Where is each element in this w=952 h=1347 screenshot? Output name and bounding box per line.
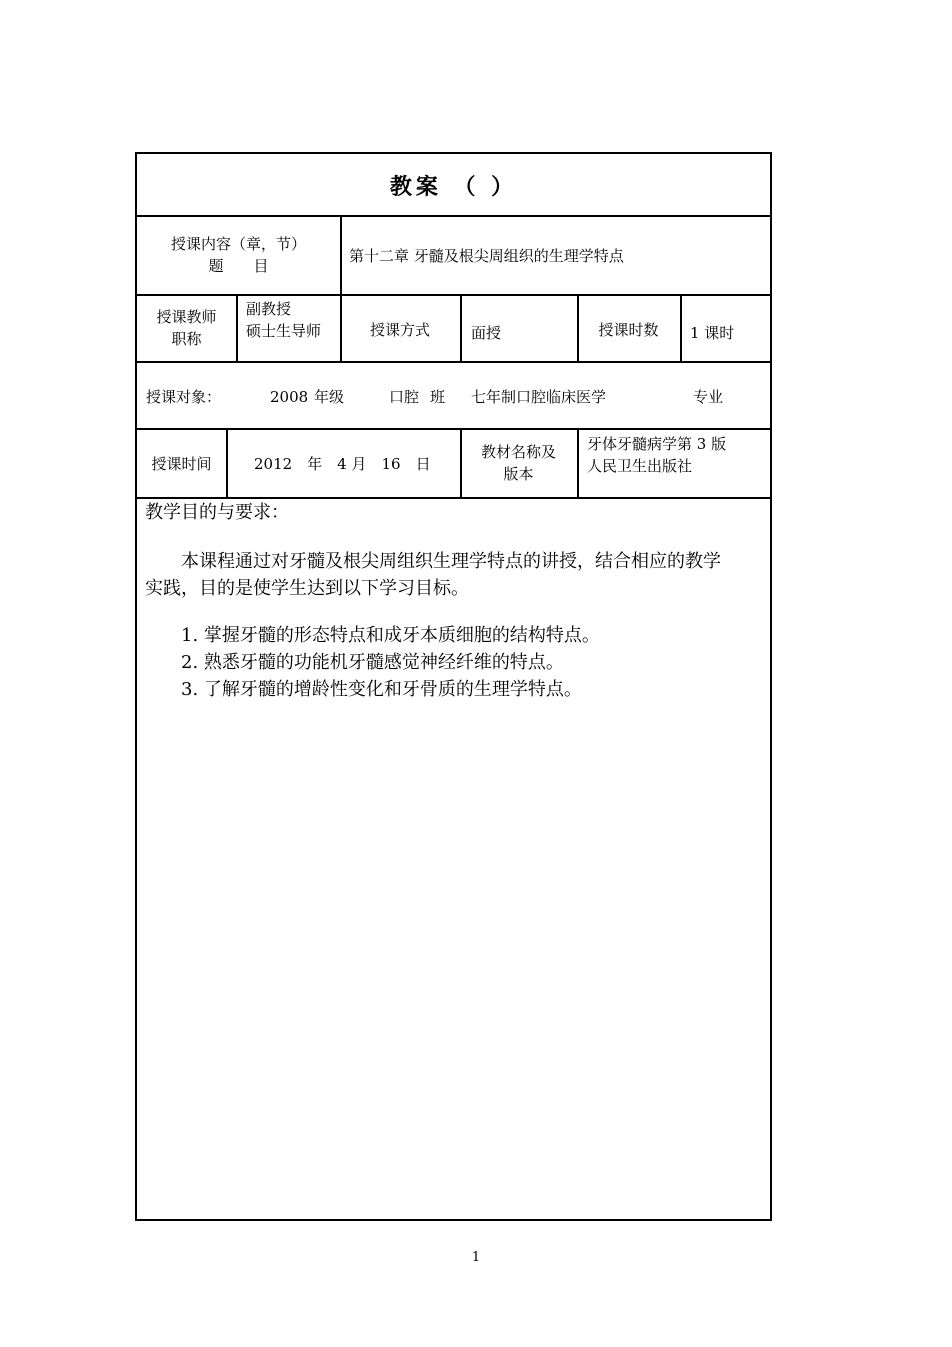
column-divider bbox=[340, 215, 342, 296]
textbook-label bbox=[460, 441, 577, 485]
time-value: 2012 年 4 月 16 日 bbox=[254, 455, 431, 473]
row-divider bbox=[137, 294, 770, 296]
method-value: 面授 bbox=[471, 324, 502, 342]
document-title: 教案 （ ） bbox=[389, 173, 518, 200]
textbook-value bbox=[587, 433, 767, 477]
audience-grade-label: 年级 bbox=[314, 388, 345, 406]
objectives-intro-line1: 本课程通过对牙髓及根尖周组织生理学特点的讲授，结合相应的教学 bbox=[181, 551, 721, 572]
column-divider bbox=[226, 428, 228, 498]
column-divider bbox=[460, 294, 462, 362]
audience-label: 授课对象： bbox=[146, 388, 222, 406]
column-divider bbox=[680, 294, 682, 362]
textbook-label-line2: 版本 bbox=[503, 465, 534, 483]
hours-value: 1 课时 bbox=[690, 324, 735, 342]
row-divider bbox=[137, 361, 770, 363]
row-divider bbox=[137, 215, 770, 217]
teacher-label bbox=[137, 306, 236, 350]
audience-major: 七年制口腔临床医学 bbox=[471, 388, 607, 406]
page-number: 1 bbox=[471, 1250, 481, 1265]
hours-label: 授课时数 bbox=[598, 321, 659, 339]
audience-major-label: 专业 bbox=[693, 388, 724, 406]
textbook-value-line2: 人民卫生出版社 bbox=[587, 457, 693, 475]
objectives-heading: 教学目的与要求： bbox=[145, 502, 289, 523]
teacher-title-line1: 副教授 bbox=[246, 300, 292, 318]
method-label: 授课方式 bbox=[369, 321, 430, 339]
objective-item: 1. 掌握牙髓的形态特点和成牙本质细胞的结构特点。 bbox=[181, 625, 600, 646]
teacher-title bbox=[246, 298, 340, 342]
objective-item: 3. 了解牙髓的增龄性变化和牙骨质的生理学特点。 bbox=[181, 679, 582, 700]
textbook-label-line1: 教材名称及 bbox=[480, 443, 556, 461]
content-label-line1: 授课内容（章，节） bbox=[170, 235, 306, 253]
content-label-line2: 题 目 bbox=[208, 257, 269, 275]
content-value: 第十二章 牙髓及根尖周组织的生理学特点 bbox=[349, 247, 624, 265]
time-label: 授课时间 bbox=[151, 455, 212, 473]
lesson-plan-table bbox=[135, 152, 772, 1221]
teacher-label-line2: 职称 bbox=[171, 330, 202, 348]
objectives-intro-line2: 实践，目的是使学生达到以下学习目标。 bbox=[145, 578, 469, 599]
objective-item: 2. 熟悉牙髓的功能机牙髓感觉神经纤维的特点。 bbox=[181, 652, 564, 673]
audience-class-label: 班 bbox=[430, 388, 446, 406]
content-label bbox=[137, 233, 340, 277]
teacher-label-line1: 授课教师 bbox=[156, 308, 217, 326]
textbook-value-line1: 牙体牙髓病学第 3 版 bbox=[587, 435, 727, 453]
row-divider bbox=[137, 428, 770, 430]
teacher-title-line2: 硕士生导师 bbox=[246, 322, 322, 340]
column-divider bbox=[236, 294, 238, 362]
audience-year: 2008 bbox=[270, 388, 309, 406]
audience-class: 口腔 bbox=[389, 388, 420, 406]
column-divider bbox=[577, 428, 579, 498]
